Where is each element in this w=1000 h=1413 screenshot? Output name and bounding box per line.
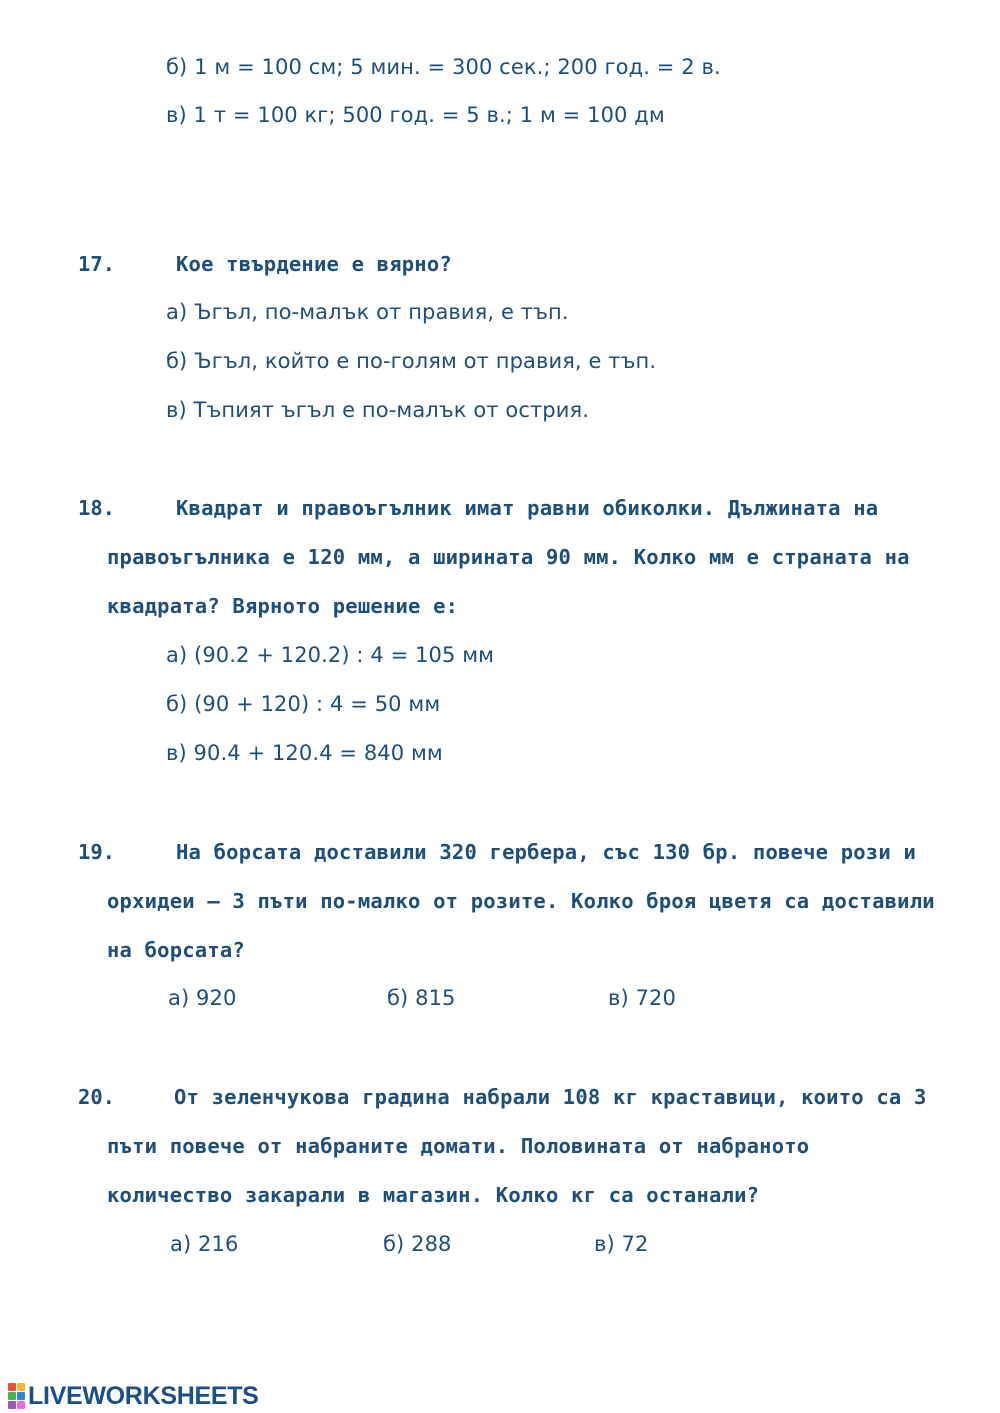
q19-option-a: а) 920 xyxy=(168,986,237,1010)
q16-option-b: б) 1 м = 100 см; 5 мин. = 300 сек.; 200 год. = 2 в. xyxy=(166,55,721,79)
q17-number: 17. xyxy=(78,252,116,276)
q19-option-b: б) 815 xyxy=(387,986,456,1010)
q17-option-a: а) Ъгъл, по-малък от правия, е тъп. xyxy=(166,300,569,324)
q19-text-line-1: На борсата доставили 320 гербера, със 130 бр. повече рози и xyxy=(176,840,916,864)
q17-option-b: б) Ъгъл, който е по-голям от правия, е тъп. xyxy=(166,349,657,373)
logo-blocks-icon xyxy=(8,1383,25,1409)
q16-option-c: в) 1 т = 100 кг; 500 год. = 5 в.; 1 м = 100 дм xyxy=(166,103,665,127)
q19-option-c: в) 720 xyxy=(608,986,676,1010)
q20-number: 20. xyxy=(78,1085,116,1109)
q18-text-line-2: правоъгълника е 120 мм, а ширината 90 мм. Колко мм е страната на xyxy=(107,545,910,569)
q20-option-a: а) 216 xyxy=(170,1232,239,1256)
q18-text-line-1: Квадрат и правоъгълник имат равни обиколки. Дължината на xyxy=(176,496,879,520)
q19-text-line-3: на борсата? xyxy=(107,938,245,962)
q18-option-b: б) (90 + 120) : 4 = 50 мм xyxy=(166,692,441,716)
q18-option-c: в) 90.4 + 120.4 = 840 мм xyxy=(166,741,443,765)
q20-option-c: в) 72 xyxy=(594,1232,649,1256)
q19-text-line-2: орхидеи – 3 пъти по-малко от розите. Колко броя цветя са доставили xyxy=(107,889,935,913)
q20-text-line-3: количество закарали в магазин. Колко кг са останали? xyxy=(107,1183,760,1207)
q18-number: 18. xyxy=(78,496,116,520)
q20-text-line-1: От зеленчукова градина набрали 108 кг краставици, които са 3 xyxy=(174,1085,927,1109)
q20-text-line-2: пъти повече от набраните домати. Половината от набраното xyxy=(107,1134,810,1158)
q18-text-line-3: квадрата? Вярното решение е: xyxy=(107,594,459,618)
q17-option-c: в) Тъпият ъгъл е по-малък от острия. xyxy=(166,398,589,422)
q17-text: Кое твърдение е вярно? xyxy=(176,252,452,276)
q19-number: 19. xyxy=(78,840,116,864)
liveworksheets-logo[interactable] xyxy=(8,1381,259,1411)
q20-option-b: б) 288 xyxy=(383,1232,452,1256)
q18-option-a: а) (90.2 + 120.2) : 4 = 105 мм xyxy=(166,643,495,667)
logo-text: LIVEWORKSHEETS xyxy=(28,1381,259,1410)
